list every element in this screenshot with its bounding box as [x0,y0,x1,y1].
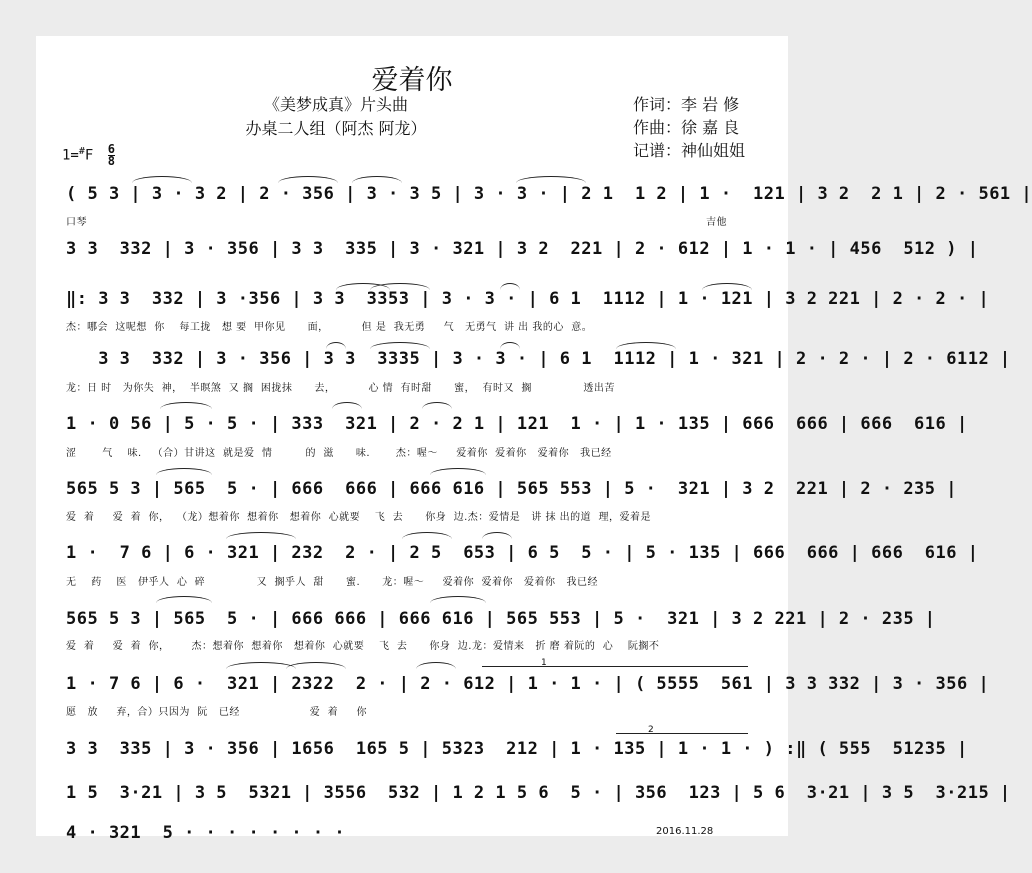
song-subtitle: 《美梦成真》片头曲 [263,95,408,114]
volta-bracket-2 [616,733,748,734]
notation-line: 1 · 7 6 | 6 · 321 | 232 2 · | 2 5 653 | 6 5 5 · | 5 · 135 | 666 666 | 666 616 | [66,543,979,563]
volta-number-2: 2 [648,725,655,735]
slur-mark [402,532,452,539]
sharp-sign: # [78,145,85,157]
time-signature [108,144,115,167]
lyric-line: 愿 放 弃，合）只因为 阮 已经 爱 着 你 [66,707,367,718]
slur-mark [326,342,346,349]
notation-line: 3 3 332 | 3 · 356 | 3 3 335 | 3 · 321 | 3 2 221 | 2 · 612 | 1 · 1 · | 456 512 ) | [66,239,979,259]
slur-mark [430,468,486,475]
date-footer: 2016.11.28 [656,826,714,837]
meter-bottom: 8 [107,154,115,168]
slur-mark [278,176,338,183]
notation-line: 565 5 3 | 565 5 · | 666 666 | 666 616 | 565 553 | 5 · 321 | 3 2 221 | 2 · 235 | [66,479,957,499]
slur-mark [370,342,430,349]
transcriber-credit: 记谱：神仙姐姐 [633,141,746,160]
slur-mark [156,596,212,603]
composer-credit: 作曲：徐 嘉 良 [633,118,740,137]
lyricist-credit: 作词：李 岩 修 [633,95,740,114]
meter-top: 6 [107,142,115,156]
key-label: 1= [62,147,79,164]
notation-line: ‖: 3 3 332 | 3 ·356 | 3 3 3353 | 3 · 3 · | 6 1 1112 | 1 · 121 | 3 2 221 | 2 · 2 · | [66,289,990,309]
slur-mark [160,402,212,409]
slur-mark [156,468,212,475]
slur-mark [422,402,452,409]
notation-line: 1 · 0 56 | 5 · 5 · | 333 321 | 2 · 2 1 | 121 1 · | 1 · 135 | 666 666 | 666 616 | [66,414,968,434]
song-title: 爱着你 [371,65,453,96]
lyric-line: 杰：哪会 这呢想 你 每工拢 想 要 甲你见 面， 但 是 我无勇 气 无勇气 讲 出 我的心 意。 [66,322,593,333]
slur-mark [226,532,296,539]
slur-mark [332,402,362,409]
lyric-line: 无 药 医 伊乎人 心 碎 又 搁乎人 甜 蜜. 龙：喔～ 爱着你 爱着你 爱着你 我已经 [66,577,599,588]
slur-mark [416,662,456,669]
notation-line: 565 5 3 | 565 5 · | 666 666 | 666 616 | 565 553 | 5 · 321 | 3 2 221 | 2 · 235 | [66,609,936,629]
key-note: F [84,147,94,164]
key-signature [62,144,115,167]
volta-bracket-1 [482,666,748,667]
slur-mark [352,176,402,183]
notation-line: 1 · 7 6 | 6 · 321 | 2322 2 · | 2 · 612 | 1 · 1 · | ( 5555 561 | 3 3 332 | 3 · 356 | [66,674,990,694]
lyric-line: 爱 着 爱 着 你， （龙）想着你 想着你 想着你 心就要 飞 去 你身 边.杰：爱情是 讲 抹 出的道 理，爱着是 [66,512,652,523]
slur-mark [430,596,486,603]
lyric-line: 口琴 [66,217,87,228]
notation-line: 1 5 3·21 | 3 5 5321 | 3556 532 | 1 2 1 5 6 5 · | 356 123 | 5 6 3·21 | 3 5 3·215 | [66,783,1011,803]
volta-number-1: 1 [541,658,548,668]
slur-mark [286,662,346,669]
lyric-line: 爱 着 爱 着 你， 杰：想着你 想着你 想着你 心就要 飞 去 你身 边.龙：爱情来 折 磨 着阮的 心 阮搁不 [66,641,660,652]
notation-line: ( 5 3 | 3 · 3 2 | 2 · 356 | 3 · 3 5 | 3 · 3 · | 2 1 1 2 | 1 · 121 | 3 2 2 1 | 2 · 561 | [66,184,1032,204]
slur-mark [132,176,192,183]
song-performers: 办桌二人组（阿杰 阿龙） [245,119,427,138]
notation-line: 4 · 321 5 · · · · · · · · [66,823,346,843]
score-page [36,36,1032,843]
lyric-line: 龙：日 时 为你失 神， 半暝煞 又 搁 困拢抹 去， 心 情 有时甜 蜜， 有时又 搁 透出苦 [66,383,615,394]
slur-mark [482,532,512,539]
slur-mark [616,342,676,349]
slur-mark [500,342,520,349]
notation-line: 3 3 332 | 3 · 356 | 3 3 3335 | 3 · 3 · | 6 1 1112 | 1 · 321 | 2 · 2 · | 2 · 6112 | [66,349,1011,369]
slur-mark [516,176,586,183]
notation-line: 3 3 335 | 3 · 356 | 1656 165 5 | 5323 212 | 1 · 135 | 1 · 1 · ) :‖ ( 555 51235 | [66,739,968,759]
lyric-line: 涩 气 味. （合）甘讲这 就是爱 情 的 滋 味. 杰：喔～ 爱着你 爱着你 爱着你 我已经 [66,448,612,459]
lyric-line-right: 吉他 [706,217,727,228]
